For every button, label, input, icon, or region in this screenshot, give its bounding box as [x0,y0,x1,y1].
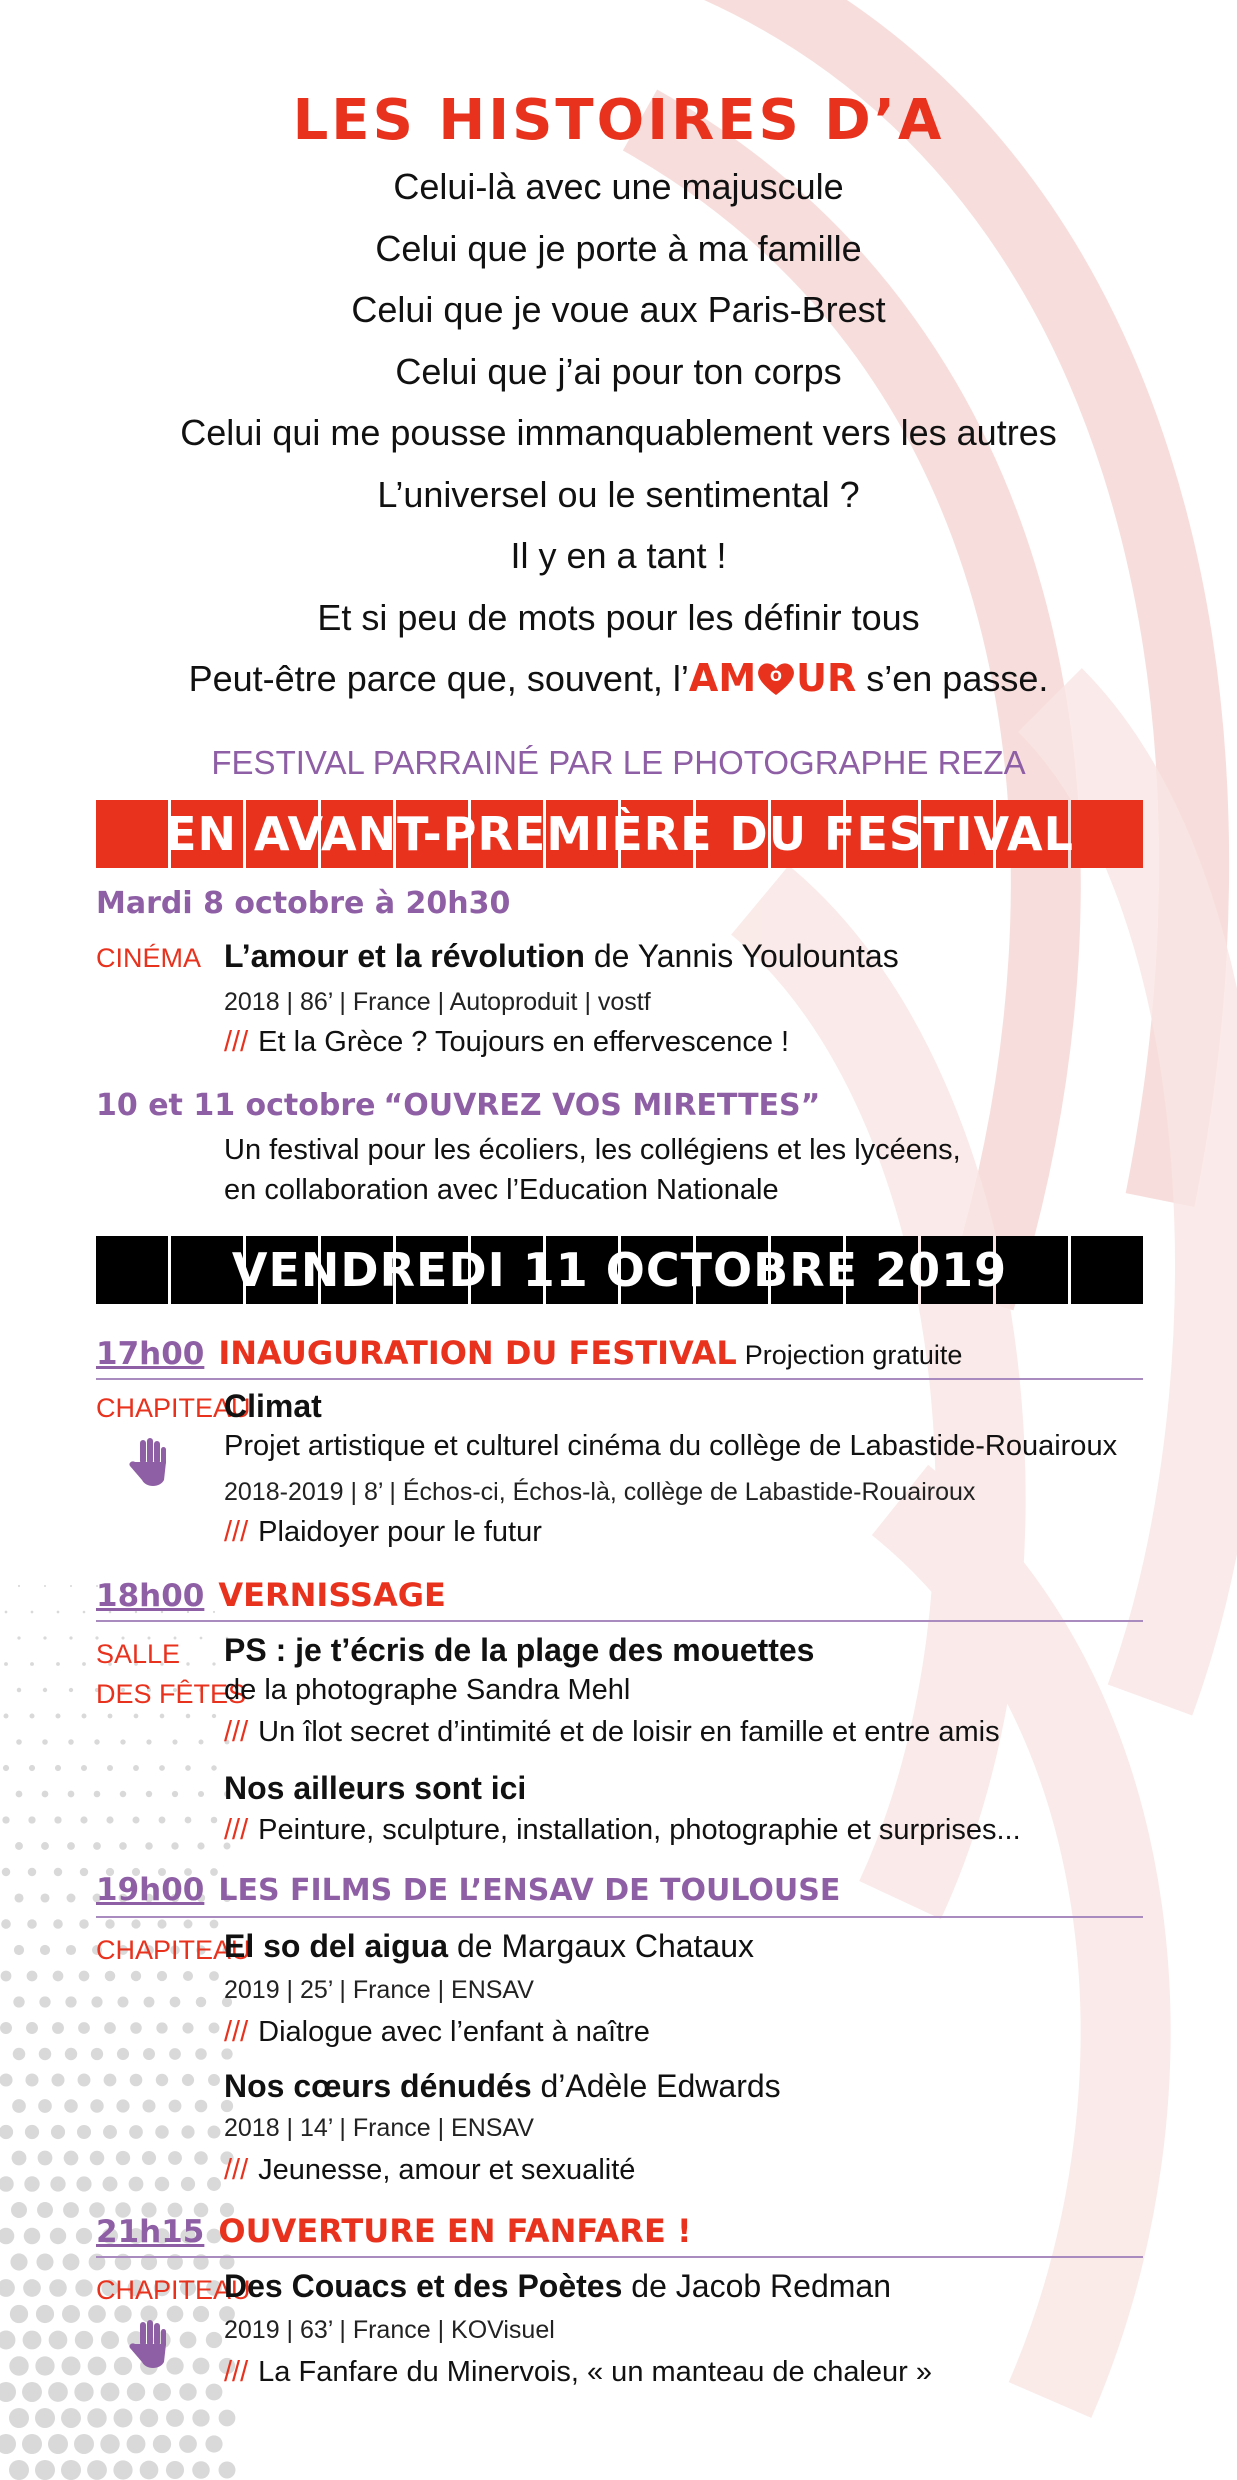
poem-line: Celui que je voue aux Paris-Brest [351,289,886,330]
hand-icon [126,2318,170,2372]
amour-part: UR [796,656,857,700]
venue-label: CHAPITEAU [96,2275,251,2305]
film-description [224,2154,635,2187]
work-title-line [224,1388,322,1425]
work-line: Projet artistique et culturel cinéma du collège de Labastide-Rouairoux [224,1430,1118,1462]
slash-mark: /// [224,2154,249,2186]
slash-mark: /// [224,1814,249,1846]
venue-label: DES FÊTES [96,1679,247,1709]
description-text: Et la Grèce ? Toujours en effervescence ! [258,1026,790,1058]
work-description [224,1814,1021,1847]
venue-label: CHAPITEAU [96,1393,251,1423]
school-line: Un festival pour les écoliers, les collégiens et les lycéens, [224,1134,961,1166]
work-title-line [224,1632,814,1669]
work-description [224,1516,542,1549]
work-description [224,1716,1000,1749]
film-description [224,2016,650,2049]
poem-line: Il y en a tant ! [510,535,727,576]
banner-label: VENDREDI 11 OCTOBRE 2019 [231,1243,1008,1297]
film-line [224,2068,781,2105]
school-dates: 10 et 11 octobre [96,1088,376,1123]
section-time: 19h00 [96,1872,205,1908]
poem-line: Celui que je porte à ma famille [375,227,862,269]
poem-line: Et si peu de mots pour les définir tous [317,596,920,638]
film-line [224,2268,891,2305]
description-text: Un îlot secret d’intimité et de loisir en famille et entre amis [258,1716,1000,1748]
slash-mark: /// [224,2016,249,2048]
poem [0,156,1237,710]
school-festival-heading [96,1088,820,1123]
page-title: LES HISTOIRES D’A [292,88,945,153]
poem-line: Celui-là avec une majuscule [393,166,844,207]
film-line [224,1928,754,1965]
slash-mark: /// [224,1026,249,1058]
work-title: Nos ailleurs sont ici [224,1770,527,1806]
school-title: “OUVREZ VOS MIRETTES” [383,1088,821,1123]
description-text: Jeunesse, amour et sexualité [258,2154,636,2186]
poem-line: L’universel ou le sentimental ? [377,473,860,515]
description-text: Dialogue avec l’enfant à naître [258,2016,650,2048]
film-director: d’Adèle Edwards [531,2068,781,2104]
slash-mark: /// [224,1516,249,1548]
section-title: LES FILMS DE L’ENSAV DE TOULOUSE [218,1873,841,1908]
event-date: Mardi 8 octobre à 20h30 [96,886,511,921]
work-title: PS : je t’écris de la plage des mouettes [224,1632,815,1668]
work-meta: 2018-2019 | 8’ | Échos-ci, Échos-là, collège de Labastide-Rouairoux [224,1478,976,1506]
film-meta: 2018 | 14’ | France | ENSAV [224,2114,534,2142]
section-title: OUVERTURE EN FANFARE ! [218,2212,692,2250]
venue-label: CINÉMA [96,943,202,973]
film-meta: 2019 | 63’ | France | KOVisuel [224,2316,555,2344]
film-director: de Yannis Youlountas [584,938,899,974]
film-title: Des Couacs et des Poètes [224,2268,623,2304]
film-description [224,1026,789,1059]
school-line: en collaboration avec l’Education Nationale [224,1174,779,1206]
amour-word [689,656,856,700]
section-fanfare [96,2212,1143,2258]
work-title-line [224,1770,526,1807]
section-note: Projection gratuite [744,1340,963,1370]
vendredi-banner [96,1236,1143,1304]
film-title: L’amour et la révolution [224,938,585,974]
film-title: El so del aigua [224,1928,449,1964]
description-text: Plaidoyer pour le futur [258,1516,542,1548]
poem-last-line-end: s’en passe. [856,658,1049,699]
section-time: 18h00 [96,1578,205,1614]
poem-line: Celui qui me pousse immanquablement vers les autres [180,412,1057,453]
section-vernissage [96,1576,1143,1622]
hand-icon [126,1436,170,1490]
sponsor-line: FESTIVAL PARRAINÉ PAR LE PHOTOGRAPHE REZA [211,744,1026,781]
film-director: de Jacob Redman [622,2268,891,2304]
section-time: 17h00 [96,1336,205,1372]
film-title: Nos cœurs dénudés [224,2068,532,2104]
film-line [224,938,899,975]
poem-last-line-start: Peut-être parce que, souvent, l’ [188,658,689,699]
amour-part: AM [688,656,757,700]
heart-icon [756,661,796,697]
section-ensav-films [96,1872,1143,1918]
section-time: 21h15 [96,2214,205,2250]
avant-premiere-banner [96,800,1143,868]
slash-mark: /// [224,2356,249,2388]
banner-label: EN AVANT-PREMIÈRE DU FESTIVAL [165,807,1074,861]
film-meta: 2019 | 25’ | France | ENSAV [224,1976,534,2004]
work-title: Climat [224,1388,322,1424]
heart-letter: O [770,669,783,685]
film-meta: 2018 | 86’ | France | Autoproduit | vostf [224,988,651,1016]
film-description [224,2356,932,2389]
poem-line: Celui que j’ai pour ton corps [395,350,842,392]
description-text: La Fanfare du Minervois, « un manteau de chaleur » [258,2356,933,2388]
work-line: de la photographe Sandra Mehl [224,1674,631,1706]
section-title: VERNISSAGE [218,1576,446,1614]
section-title: INAUGURATION DU FESTIVAL [218,1334,737,1372]
poem-last-line [0,648,1237,710]
film-director: de Margaux Chataux [448,1928,755,1964]
venue-label: CHAPITEAU [96,1935,251,1965]
description-text: Peinture, sculpture, installation, photographie et surprises... [258,1814,1021,1846]
slash-mark: /// [224,1716,249,1748]
section-inauguration [96,1334,1143,1380]
venue-label: SALLE [96,1639,181,1669]
